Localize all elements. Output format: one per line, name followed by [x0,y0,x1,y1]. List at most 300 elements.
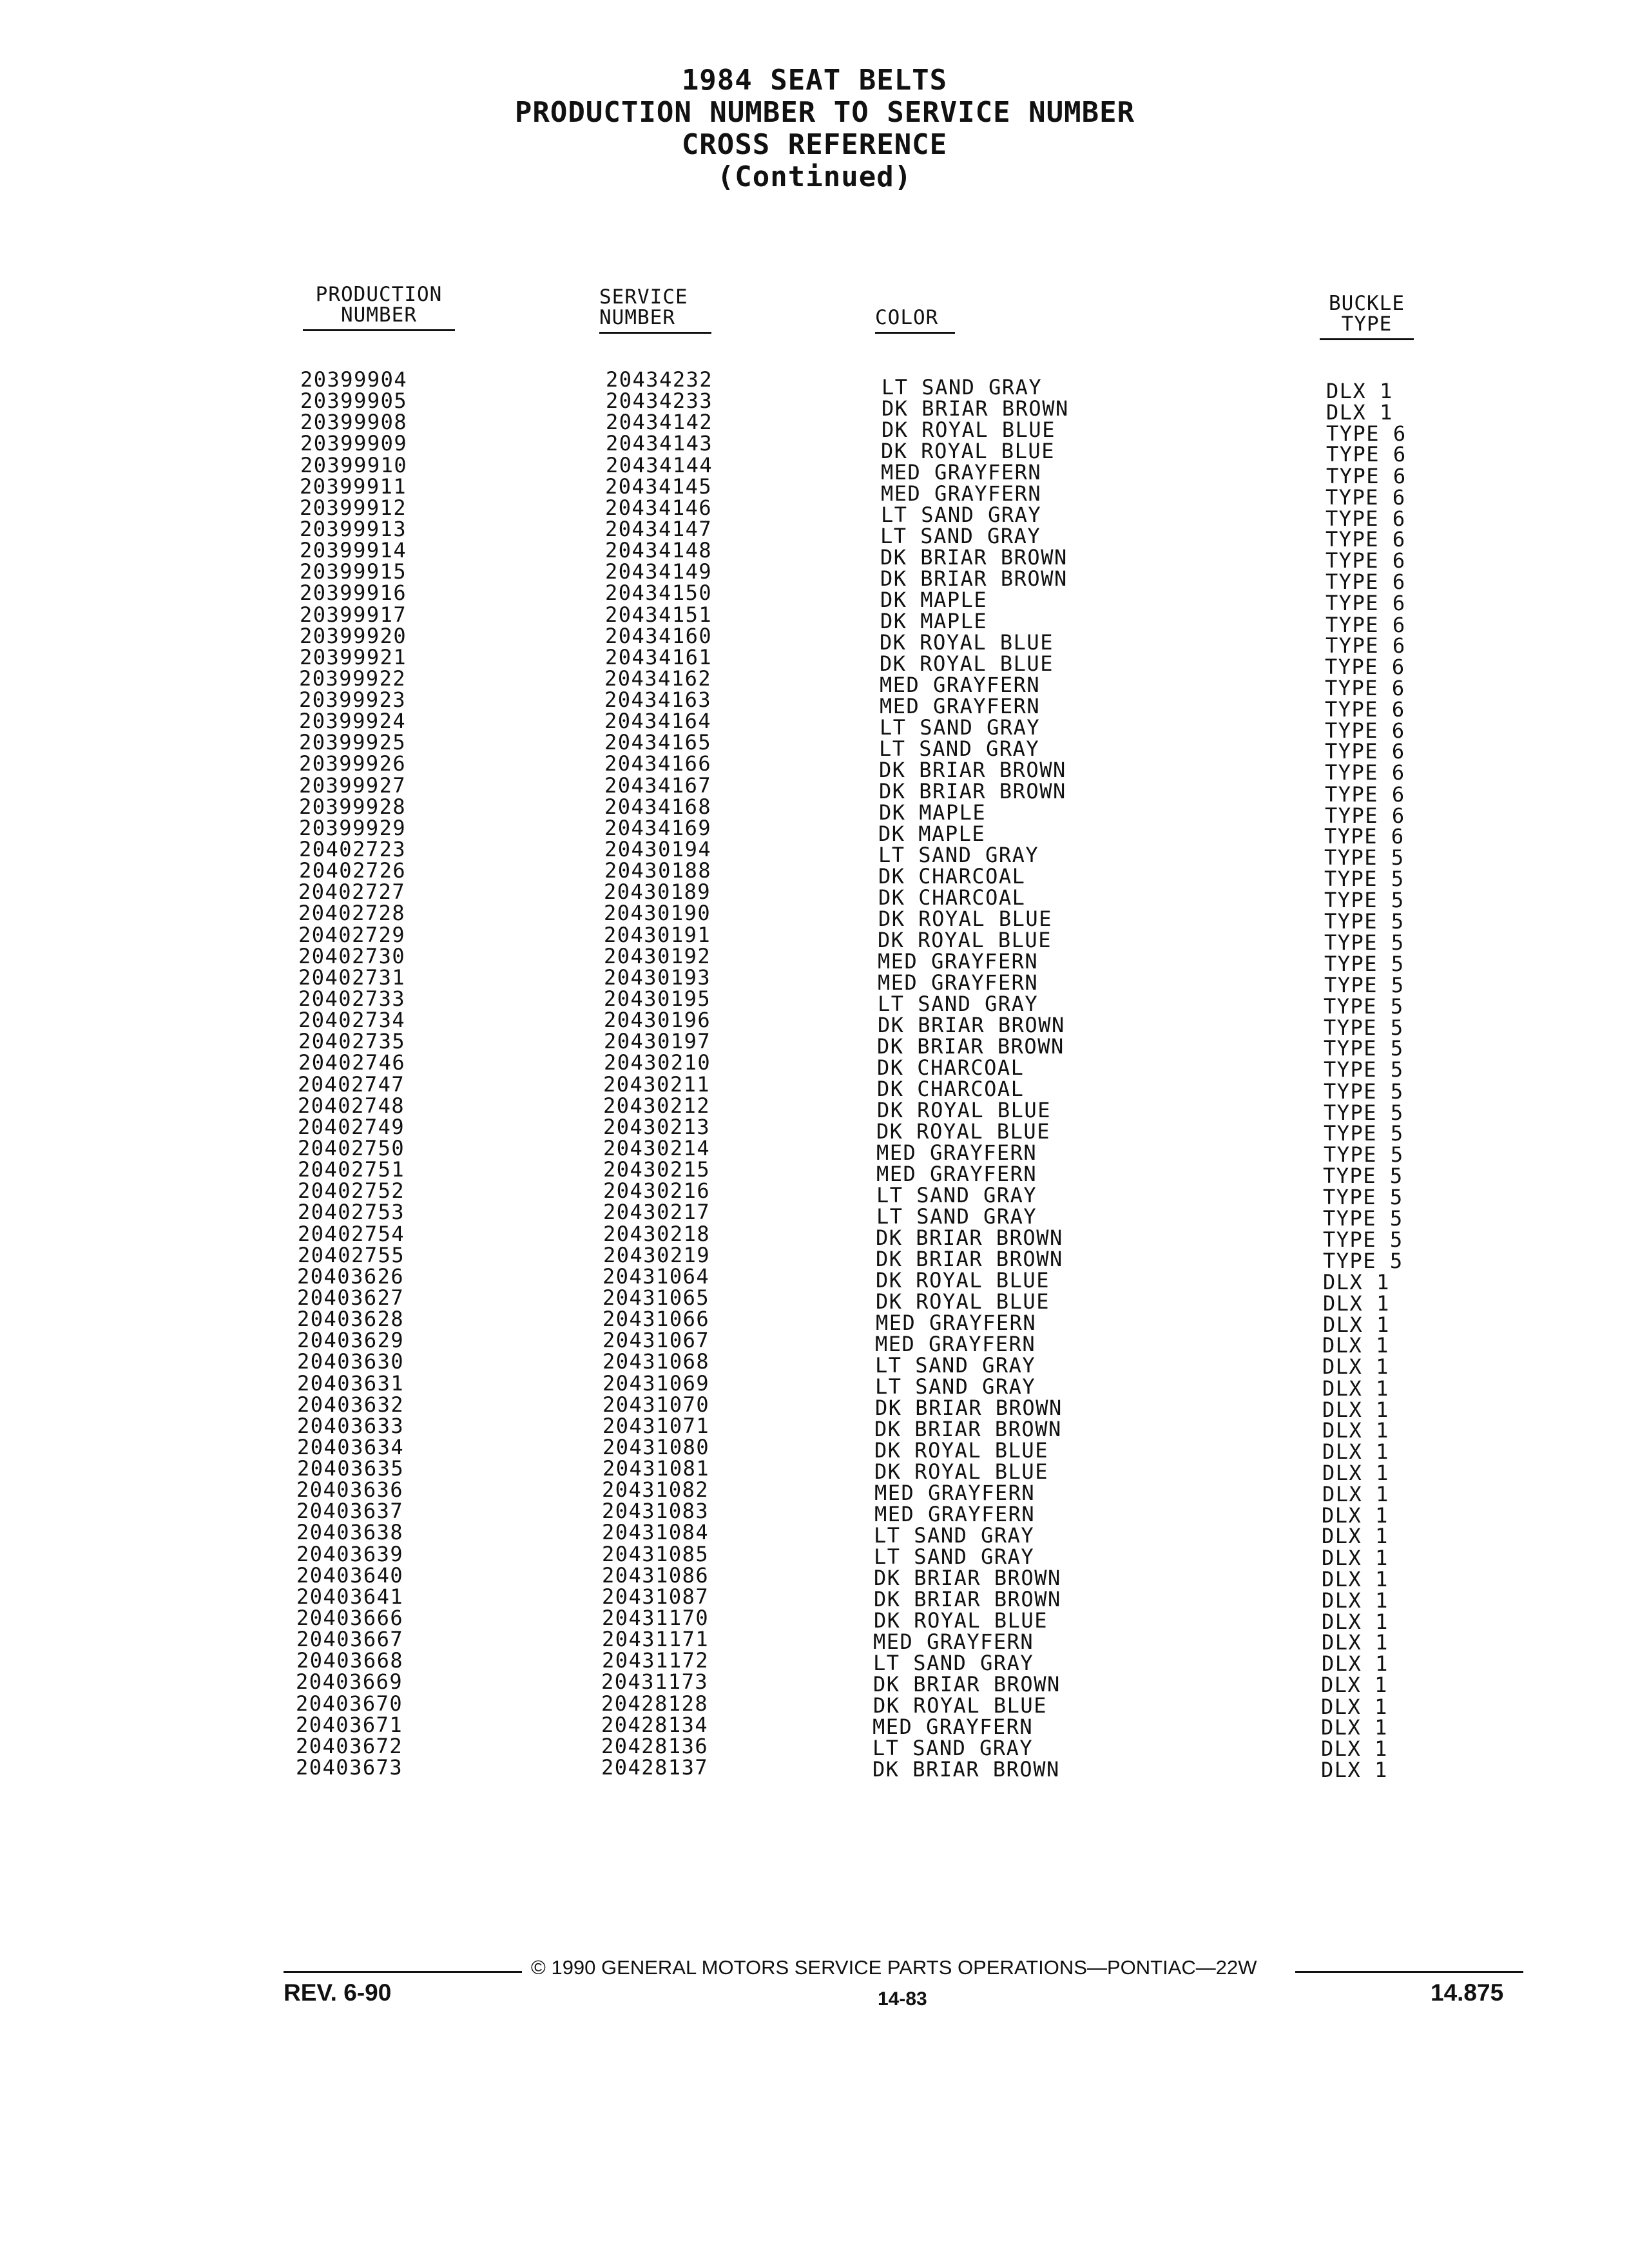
color-cell: LT SAND GRAY [882,375,1043,399]
service-header-line1: SERVICE [599,285,688,309]
production-number-cell: 20403671 [296,1713,403,1737]
color-cell: DK ROYAL BLUE [876,1119,1050,1144]
buckle-type-cell: DLX 1 [1323,1312,1390,1337]
table-row [0,1713,1629,1740]
table-row [0,1029,1629,1061]
buckle-type-cell: DLX 1 [1321,1673,1388,1697]
service-number-cell: 20431084 [602,1520,709,1544]
color-cell: DK ROYAL BLUE [877,1098,1051,1122]
table-row [0,1542,1629,1570]
service-number-cell: 20430197 [604,1029,711,1053]
service-number-cell: 20428137 [601,1755,709,1780]
production-number-cell: 20402746 [298,1050,406,1075]
buckle-header-line1: BUCKLE [1329,292,1405,315]
service-number-cell: 20431069 [602,1371,710,1396]
service-number-cell: 20431081 [602,1456,710,1481]
color-cell: DK CHARCOAL [878,885,1026,910]
production-number-cell: 20399915 [300,559,407,584]
production-header-underline [303,329,455,331]
buckle-type-cell: TYPE 5 [1324,1142,1404,1167]
buckle-type-cell: DLX 1 [1322,1333,1389,1358]
title-line-1: 1984 SEAT BELTS [681,64,948,97]
buckle-type-cell: TYPE 6 [1325,548,1406,573]
table-row [0,1627,1629,1655]
revision-label: REV. 6-90 [284,1979,392,2006]
table-row [0,1264,1629,1294]
buckle-type-cell: DLX 1 [1321,1695,1388,1719]
service-number-cell: 20430210 [604,1050,711,1075]
service-number-cell: 20431067 [602,1328,710,1352]
service-number-cell: 20428128 [601,1691,709,1716]
production-number-cell: 20399924 [299,709,407,733]
production-number-cell: 20403638 [296,1520,404,1544]
service-number-cell: 20430193 [604,965,711,990]
buckle-type-cell: DLX 1 [1322,1546,1389,1570]
buckle-type-cell: TYPE 5 [1324,1100,1404,1125]
production-number-cell: 20402730 [298,944,406,968]
buckle-type-cell: DLX 1 [1322,1567,1389,1591]
table-row [0,1563,1629,1591]
production-number-cell: 20399911 [300,474,407,499]
buckle-type-cell: TYPE 5 [1324,1079,1404,1104]
service-number-cell: 20434160 [605,624,713,648]
color-cell: DK BRIAR BROWN [876,1247,1063,1271]
production-number-cell: 20402735 [298,1029,406,1053]
production-number-cell: 20403666 [296,1606,404,1630]
buckle-type-cell: TYPE 5 [1323,1206,1403,1231]
service-number-cell: 20431087 [602,1584,709,1609]
production-number-cell: 20399912 [300,495,407,520]
buckle-type-cell: TYPE 6 [1325,697,1405,722]
production-number-cell: 20403636 [296,1477,404,1502]
production-number-cell: 20402749 [298,1115,405,1139]
color-cell: DK BRIAR BROWN [882,396,1069,421]
service-number-cell: 20431070 [602,1392,710,1417]
buckle-type-cell: TYPE 6 [1326,464,1407,488]
service-number-cell: 20430216 [603,1178,711,1203]
table-row [0,879,1629,912]
buckle-type-cell: DLX 1 [1322,1461,1389,1485]
production-number-cell: 20403668 [296,1648,404,1673]
color-cell: DK ROYAL BLUE [878,907,1052,931]
color-cell: MED GRAYFERN [872,1715,1034,1739]
buckle-type-cell: TYPE 5 [1323,1185,1403,1209]
buckle-type-cell: DLX 1 [1323,1291,1390,1316]
table-row [0,1584,1629,1613]
buckle-type-cell: DLX 1 [1321,1736,1388,1761]
color-cell: LT SAND GRAY [874,1523,1035,1548]
production-number-cell: 20403641 [296,1584,404,1609]
production-number-cell: 20399920 [300,624,407,648]
color-cell: MED GRAYFERN [874,1481,1036,1505]
color-cell: DK ROYAL BLUE [882,418,1055,442]
table-row [0,1691,1629,1719]
production-number-cell: 20403637 [296,1499,404,1523]
service-number-cell: 20430218 [603,1222,711,1246]
service-number-cell: 20430217 [603,1200,711,1224]
color-cell: DK BRIAR BROWN [874,1587,1061,1611]
service-number-cell: 20428134 [601,1713,709,1737]
buckle-type-cell: TYPE 6 [1325,506,1406,531]
production-number-cell: 20399913 [300,517,407,541]
production-header-line2: NUMBER [341,303,417,327]
buckle-type-cell: TYPE 6 [1325,760,1405,785]
production-number-cell: 20403673 [296,1755,403,1780]
table-row [0,1456,1629,1485]
color-cell: LT SAND GRAY [878,843,1039,867]
buckle-type-cell: TYPE 6 [1325,633,1406,658]
buckle-type-cell: DLX 1 [1322,1630,1389,1655]
color-cell: MED GRAYFERN [881,460,1042,485]
service-number-cell: 20434143 [606,431,713,456]
buckle-type-cell: DLX 1 [1322,1651,1389,1676]
production-number-cell: 20399917 [300,602,407,627]
color-cell: LT SAND GRAY [872,1736,1034,1760]
service-number-cell: 20431170 [602,1606,709,1630]
buckle-type-cell: DLX 1 [1326,379,1393,403]
color-cell: LT SAND GRAY [880,715,1041,740]
color-cell: DK BRIAR BROWN [880,545,1068,570]
color-cell: DK BRIAR BROWN [873,1672,1061,1696]
copyright-notice: © 1990 GENERAL MOTORS SERVICE PARTS OPERATIONS—PONTIAC—22W [531,1956,1257,1979]
production-number-cell: 20403632 [297,1392,405,1417]
production-number-cell: 20399929 [299,816,407,840]
color-cell: DK ROYAL BLUE [873,1693,1047,1718]
service-number-cell: 20434149 [605,559,713,584]
color-cell: MED GRAYFERN [881,481,1042,506]
color-cell: DK BRIAR BROWN [872,1757,1060,1782]
production-number-cell: 20402753 [298,1200,405,1224]
color-cell: DK MAPLE [880,588,988,612]
service-number-cell: 20434164 [604,709,712,733]
footer-rule-left [284,1971,522,1973]
buckle-type-cell: TYPE 6 [1325,591,1406,615]
production-header-line1: PRODUCTION [315,283,443,306]
service-number-cell: 20434232 [606,367,713,392]
table-row [0,986,1629,1019]
production-number-cell: 20403670 [296,1691,403,1716]
color-cell: DK MAPLE [880,609,988,633]
service-number-cell: 20434162 [604,666,712,691]
service-number-cell: 20434163 [604,687,712,712]
production-number-cell: 20403634 [297,1435,405,1459]
color-cell: DK CHARCOAL [878,864,1026,889]
production-number-cell: 20403628 [297,1307,405,1331]
service-number-cell: 20431171 [602,1627,709,1651]
table-row [0,1349,1629,1379]
buckle-type-cell: TYPE 5 [1324,909,1405,934]
production-number-cell: 20402748 [298,1093,405,1118]
service-header-line2: NUMBER [599,306,675,329]
service-number-cell: 20431082 [602,1477,709,1502]
buckle-type-cell: DLX 1 [1322,1503,1389,1528]
color-cell: MED GRAYFERN [878,949,1039,974]
color-cell: LT SAND GRAY [873,1651,1034,1675]
buckle-type-cell: TYPE 5 [1324,888,1405,912]
service-number-cell: 20431064 [602,1264,710,1289]
section-number: 14.875 [1431,1979,1504,2006]
table-row [0,1072,1629,1104]
buckle-type-cell: DLX 1 [1323,1270,1390,1294]
buckle-type-cell: DLX 1 [1322,1418,1389,1443]
buckle-type-cell: DLX 1 [1321,1758,1388,1782]
buckle-type-cell: DLX 1 [1322,1376,1389,1401]
production-number-cell: 20399925 [299,730,407,754]
color-cell: DK BRIAR BROWN [874,1566,1061,1590]
service-number-cell: 20431085 [602,1542,709,1566]
color-cell: LT SAND GRAY [875,1353,1036,1378]
color-cell: DK ROYAL BLUE [880,630,1054,655]
service-number-cell: 20431068 [602,1349,710,1374]
color-cell: MED GRAYFERN [878,970,1039,995]
table-row [0,1648,1629,1676]
color-cell: DK BRIAR BROWN [878,1013,1065,1037]
production-number-cell: 20399916 [300,581,407,605]
service-number-cell: 20430215 [603,1157,711,1182]
title-line-2: PRODUCTION NUMBER TO SERVICE NUMBER [514,96,1135,129]
table-row [0,1115,1629,1146]
service-number-cell: 20430191 [604,923,711,947]
table-row [0,1477,1629,1506]
color-cell: DK ROYAL BLUE [874,1438,1048,1463]
service-number-cell: 20434161 [605,645,713,669]
color-cell: DK ROYAL BLUE [880,651,1054,676]
buckle-type-cell: TYPE 6 [1325,527,1406,552]
buckle-type-cell: TYPE 5 [1324,1036,1404,1061]
production-number-cell: 20402734 [298,1008,406,1032]
color-cell: LT SAND GRAY [880,524,1041,548]
production-number-cell: 20403669 [296,1669,403,1694]
table-row [0,1050,1629,1082]
service-number-cell: 20428136 [601,1734,709,1758]
buckle-type-cell: TYPE 5 [1324,973,1405,997]
table-row [0,1520,1629,1548]
service-number-cell: 20431086 [602,1563,709,1588]
color-cell: DK ROYAL BLUE [876,1268,1050,1293]
service-number-cell: 20434148 [605,538,713,562]
table-row [0,1669,1629,1697]
color-cell: DK ROYAL BLUE [876,1289,1050,1314]
color-cell: DK MAPLE [879,800,987,825]
table-row [0,1178,1629,1209]
production-number-cell: 20399923 [299,687,407,712]
color-cell: MED GRAYFERN [876,1140,1037,1165]
buckle-type-cell: TYPE 6 [1325,485,1406,510]
color-cell: DK BRIAR BROWN [880,566,1068,591]
service-number-cell: 20434145 [605,474,713,499]
production-number-cell: 20399926 [299,751,407,776]
table-row [0,1243,1629,1273]
production-number-cell: 20403631 [297,1371,405,1396]
service-number-cell: 20431173 [601,1669,709,1694]
buckle-type-cell: TYPE 6 [1325,613,1406,637]
buckle-type-cell: DLX 1 [1322,1482,1389,1506]
production-number-cell: 20399910 [300,453,408,477]
service-number-cell: 20434142 [606,410,713,434]
color-cell: LT SAND GRAY [881,503,1042,527]
color-cell: DK BRIAR BROWN [874,1417,1062,1441]
color-cell: LT SAND GRAY [876,1183,1037,1207]
color-cell: DK CHARCOAL [877,1055,1025,1080]
service-number-cell: 20430190 [604,901,711,925]
table-row [0,1157,1629,1188]
table-row [0,1328,1629,1358]
service-number-cell: 20431172 [602,1648,709,1673]
service-number-cell: 20431065 [602,1285,710,1310]
production-number-cell: 20403629 [297,1328,405,1352]
service-number-cell: 20430219 [603,1243,711,1267]
service-number-cell: 20430195 [604,986,711,1011]
buckle-type-cell: DLX 1 [1322,1524,1389,1548]
service-number-cell: 20431080 [602,1435,710,1459]
color-cell: MED GRAYFERN [876,1311,1037,1335]
color-cell: LT SAND GRAY [878,992,1039,1016]
table-row [0,1285,1629,1316]
production-number-header [295,284,463,331]
service-number-cell: 20430196 [604,1008,711,1032]
color-cell: DK BRIAR BROWN [879,758,1066,782]
table-row [0,1414,1629,1443]
production-number-cell: 20403667 [296,1627,404,1651]
production-number-cell: 20402731 [298,965,406,990]
table-row [0,1755,1629,1782]
buckle-type-cell: TYPE 6 [1325,803,1405,828]
production-number-cell: 20403633 [297,1414,405,1438]
table-row [0,1093,1629,1125]
title-line-4: (Continued) [717,160,912,193]
production-number-cell: 20402754 [298,1222,405,1246]
production-number-cell: 20402729 [298,923,406,947]
color-cell: LT SAND GRAY [879,736,1040,761]
color-cell: MED GRAYFERN [876,1162,1037,1186]
color-cell: MED GRAYFERN [874,1502,1036,1526]
buckle-type-cell: TYPE 5 [1324,845,1405,870]
buckle-type-cell: TYPE 5 [1324,867,1405,891]
table-row [0,837,1629,870]
table-row [0,901,1629,934]
buckle-type-cell: TYPE 5 [1324,1057,1404,1082]
buckle-type-cell: TYPE 6 [1325,782,1405,807]
table-row [0,1371,1629,1401]
buckle-type-cell: TYPE 6 [1325,676,1405,700]
color-cell: LT SAND GRAY [876,1204,1037,1229]
buckle-type-cell: TYPE 6 [1326,442,1407,466]
color-cell: DK ROYAL BLUE [878,928,1052,952]
buckle-type-header [1318,293,1415,340]
production-number-cell: 20402727 [298,879,406,904]
table-row [0,1734,1629,1761]
table-row [0,1200,1629,1231]
service-header-underline [599,332,711,334]
buckle-type-cell: TYPE 6 [1325,570,1406,594]
service-number-cell: 20430194 [604,837,712,861]
production-number-cell: 20402728 [298,901,406,925]
production-number-cell: 20399922 [299,666,407,691]
table-row [0,1136,1629,1167]
color-header [875,307,965,334]
buckle-type-cell: TYPE 5 [1323,1227,1403,1252]
service-number-cell: 20434167 [604,773,712,798]
table-row [0,1008,1629,1040]
buckle-type-cell: TYPE 5 [1324,994,1404,1019]
production-number-cell: 20399927 [299,773,407,798]
service-number-cell: 20434233 [606,389,713,413]
table-row [0,1307,1629,1337]
production-number-cell: 20403672 [296,1734,403,1758]
production-number-cell: 20402723 [299,837,407,861]
production-number-cell: 20402747 [298,1072,405,1097]
color-header-underline [875,332,955,334]
production-number-cell: 20402755 [298,1243,405,1267]
table-row [0,944,1629,976]
page-number: 14-83 [878,1988,927,2010]
service-number-cell: 20430192 [604,944,711,968]
production-number-cell: 20399909 [300,431,408,456]
service-number-cell: 20431083 [602,1499,709,1523]
production-number-cell: 20403627 [297,1285,405,1310]
service-number-cell: 20430214 [603,1136,711,1160]
buckle-type-cell: TYPE 6 [1324,824,1405,849]
buckle-type-cell: DLX 1 [1326,400,1393,425]
color-cell: MED GRAYFERN [873,1629,1034,1654]
production-number-cell: 20403630 [297,1349,405,1374]
production-number-cell: 20402752 [298,1178,405,1203]
color-cell: DK MAPLE [878,822,986,846]
color-cell: DK ROYAL BLUE [881,439,1055,463]
buckle-type-cell: TYPE 5 [1324,1015,1404,1040]
production-number-cell: 20402751 [298,1157,405,1182]
production-number-cell: 20399921 [300,645,407,669]
production-number-cell: 20399928 [299,794,407,819]
buckle-type-cell: TYPE 6 [1325,718,1405,743]
color-cell: DK CHARCOAL [877,1077,1025,1101]
color-header-line2: COLOR [875,306,939,329]
service-number-cell: 20430189 [604,879,711,904]
service-number-cell: 20430212 [603,1093,711,1118]
production-number-cell: 20399914 [300,538,407,562]
table-row [0,1499,1629,1528]
service-number-cell: 20434151 [605,602,713,627]
service-number-cell: 20434165 [604,730,712,754]
table-row [0,1222,1629,1252]
color-cell: DK BRIAR BROWN [877,1034,1065,1059]
service-number-cell: 20431066 [602,1307,710,1331]
production-number-cell: 20399904 [300,367,408,392]
color-cell: LT SAND GRAY [875,1374,1036,1399]
document-title [0,64,1629,193]
buckle-type-cell: TYPE 5 [1324,930,1405,955]
service-number-cell: 20434146 [605,495,713,520]
service-number-header [599,287,715,334]
color-cell: DK BRIAR BROWN [879,779,1066,803]
production-number-cell: 20402726 [299,858,407,883]
buckle-type-cell: DLX 1 [1322,1354,1389,1379]
service-number-cell: 20434166 [604,751,712,776]
buckle-type-cell: TYPE 6 [1325,655,1405,679]
production-number-cell: 20403626 [297,1264,405,1289]
buckle-header-underline [1320,338,1414,340]
buckle-type-cell: TYPE 6 [1326,421,1407,446]
color-cell: MED GRAYFERN [880,694,1041,718]
color-cell: DK ROYAL BLUE [874,1459,1048,1484]
footer-rule-right [1295,1971,1523,1973]
buckle-type-cell: TYPE 5 [1324,952,1405,976]
service-number-cell: 20430213 [603,1115,711,1139]
color-cell: DK BRIAR BROWN [875,1396,1063,1420]
service-number-cell: 20431071 [602,1414,710,1438]
table-row [0,1435,1629,1464]
title-line-3: CROSS REFERENCE [681,128,948,161]
